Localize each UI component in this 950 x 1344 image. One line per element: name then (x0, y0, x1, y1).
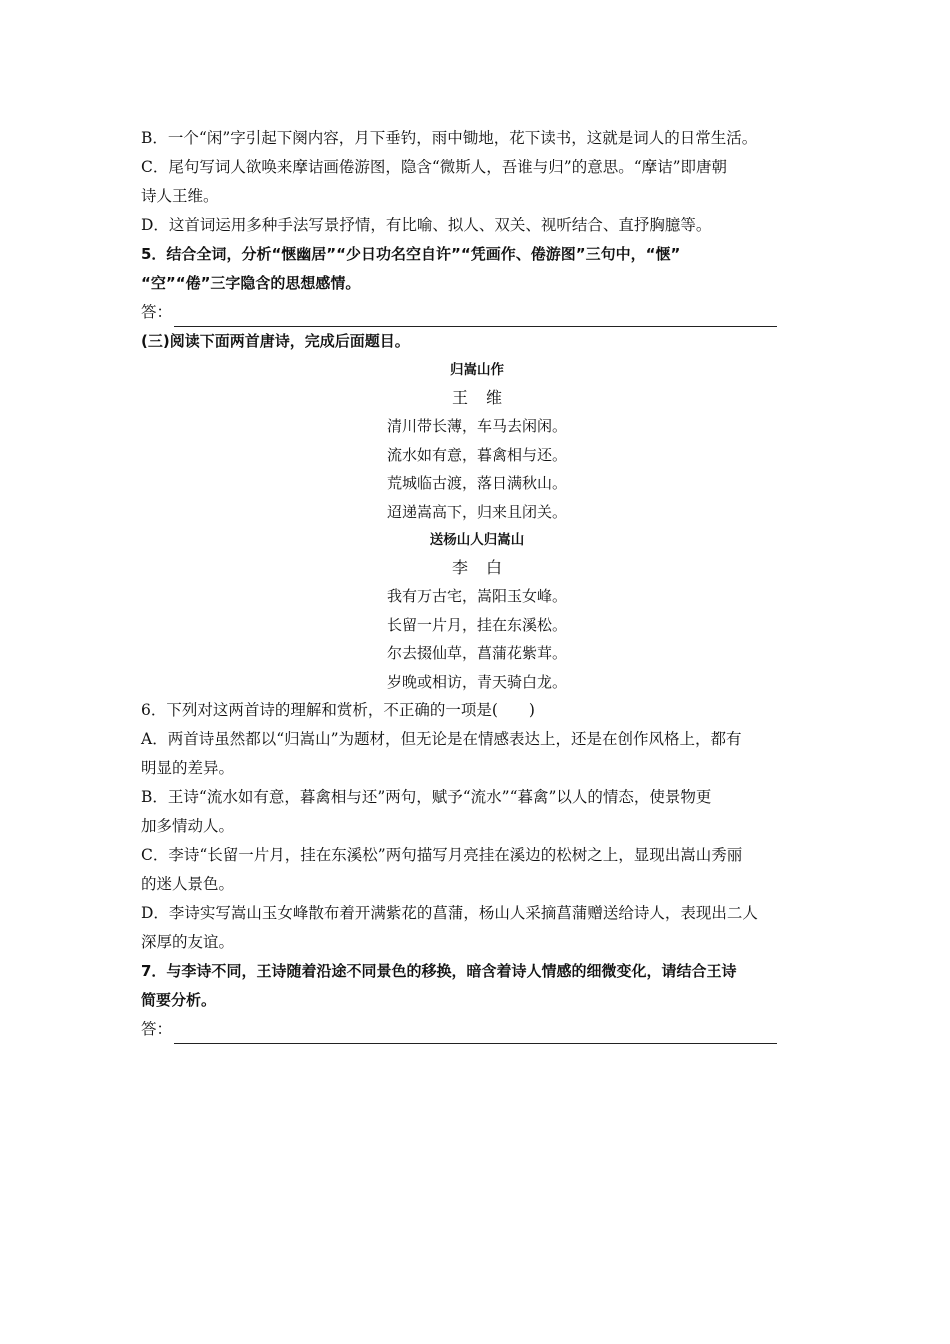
q7-answer-label: 答： (141, 1020, 173, 1038)
q6-option-d-line2: 深厚的友谊。 (141, 933, 235, 951)
q7-stem-line2: 简要分析。 (141, 991, 217, 1009)
q6-option-a-line1: A．两首诗虽然都以“归嵩山”为题材，但无论是在情感表达上，还是在创作风格上，都有 (141, 730, 742, 748)
q6-option-b-line1: B．王诗“流水如有意，暮禽相与还”两句，赋予“流水”“暮禽”以人的情态，使景物更 (141, 788, 712, 806)
poem1-author-name: 维 (486, 388, 503, 407)
poem2-line: 长留一片月，挂在东溪松。 (386, 615, 567, 634)
poem1-line: 清川带长薄，车马去闲闲。 (386, 417, 567, 435)
q6-option-a-line2: 明显的差异。 (141, 759, 235, 777)
q5-stem-line1: 5．结合全词，分析“惬幽居”“少日功名空自许”“凭画作、倦游图”三句中，“惬” (141, 245, 681, 263)
poem2-line: 尔去掇仙草，菖蒲花紫茸。 (386, 644, 567, 662)
poem2-author-given: 李 (451, 558, 468, 577)
poem2-author (141, 554, 813, 582)
q5-answer-label: 答： (141, 303, 173, 321)
q6-option-c-line2: 的迷人景色。 (141, 875, 235, 893)
q4-option-c-line1: C．尾句写词人欲唤来摩诘画倦游图，隐含“微斯人，吾谁与归”的意思。“摩诘”即唐朝 (141, 158, 728, 176)
document-page (141, 124, 813, 1044)
poem1-title: 归嵩山作 (450, 362, 504, 378)
q6-option-c-line1: C．李诗“长留一片月，挂在东溪松”两句描写月亮挂在溪边的松树之上，显现出嵩山秀丽 (141, 846, 743, 864)
q5-stem-line2: “空”“倦”三字隐含的思想感情。 (141, 274, 361, 292)
poem1-author-given: 王 (451, 388, 468, 407)
poem2-line: 岁晚或相访，青天骑白龙。 (386, 672, 567, 691)
poem1-line: 荒城临古渡，落日满秋山。 (386, 474, 567, 492)
q5-answer-line[interactable] (174, 308, 777, 327)
q4-option-c-line2: 诗人王维。 (141, 187, 219, 205)
q7-answer-line[interactable] (174, 1025, 777, 1044)
poem1-author (141, 384, 813, 412)
poem2-title: 送杨山人归嵩山 (429, 532, 525, 548)
poem2-author-name: 白 (486, 558, 503, 577)
q6-stem: 6．下列对这两首诗的理解和赏析，不正确的一项是( ) (141, 701, 535, 719)
poem1-line: 迢递嵩高下，归来且闭关。 (386, 502, 567, 521)
q7-answer-field[interactable] (141, 1015, 813, 1044)
q6-option-b-line2: 加多情动人。 (141, 817, 235, 835)
poem1-line: 流水如有意，暮禽相与还。 (386, 445, 567, 464)
q7-stem-line1: 7．与李诗不同，王诗随着沿途不同景色的移换，暗含着诗人情感的细微变化，请结合王诗 (141, 962, 737, 980)
q5-answer-field[interactable] (141, 298, 813, 327)
q4-option-b: B．一个“闲”字引起下阕内容，月下垂钓，雨中锄地，花下读书，这就是词人的日常生活。 (141, 129, 758, 147)
q4-option-d: D．这首词运用多种手法写景抒情，有比喻、拟人、双关、视听结合、直抒胸臆等。 (141, 216, 712, 234)
section3-heading: (三)阅读下面两首唐诗，完成后面题目。 (141, 332, 410, 350)
poem2-line: 我有万古宅，嵩阳玉女峰。 (386, 587, 567, 605)
q6-option-d-line1: D．李诗实写嵩山玉女峰散布着开满紫花的菖蒲，杨山人采摘菖蒲赠送给诗人，表现出二人 (141, 904, 758, 922)
